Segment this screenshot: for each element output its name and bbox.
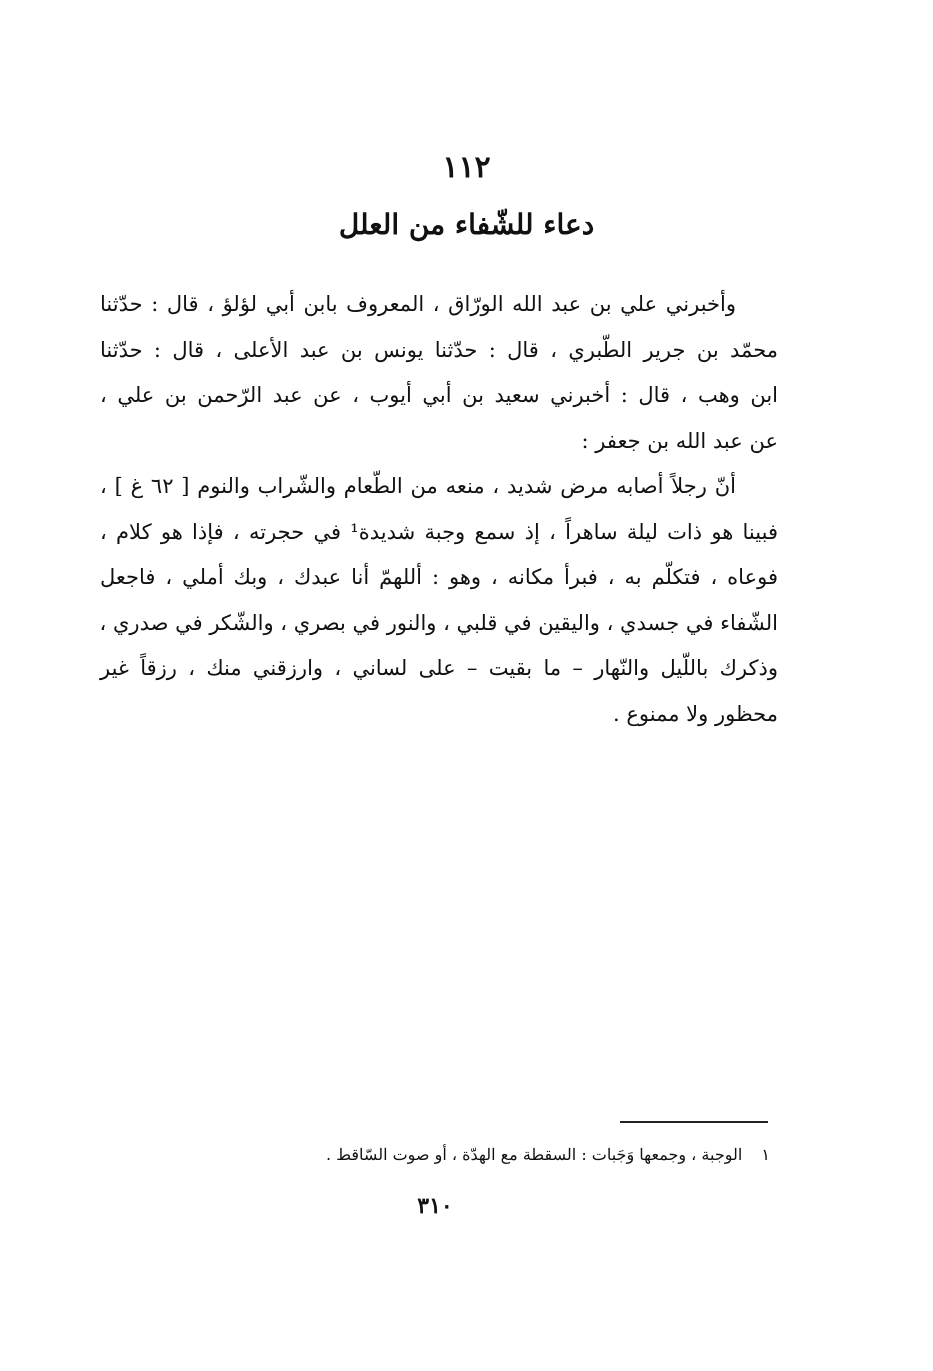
chapter-number: ١١٢ xyxy=(442,150,491,185)
text-line: فبينا هو ذات ليلة ساهراً ، إذ سمع وجبة شديدة¹ في حجرته ، فإذا هو كلام ، xyxy=(100,519,778,544)
text-line: ابن وهب ، قال : أخبرني سعيد بن أبي أيوب ، عن عبد الرّحمن بن علي ، xyxy=(100,383,778,407)
text-line: وذكرك باللّيل والنّهار – ما بقيت – على لساني ، وارزقني منك ، رزقاً غير xyxy=(100,656,778,680)
chapter-title: دعاء للشّفاء من العلل xyxy=(338,208,595,241)
body-text xyxy=(100,282,778,737)
text-line: محظور ولا ممنوع . xyxy=(613,701,778,726)
footnote-text: الوجبة ، وجمعها وَجَبات : السقطة مع الهدّة ، أو صوت السّاقط . xyxy=(326,1145,743,1164)
text-line: وأخبرني علي بن عبد الله الورّاق ، المعروف بابن أبي لؤلؤ ، قال : حدّثنا xyxy=(100,292,736,316)
footnote xyxy=(300,1145,770,1164)
footnote-divider xyxy=(620,1121,768,1123)
text-line: محمّد بن جرير الطّبري ، قال : حدّثنا يونس بن عبد الأعلى ، قال : حدّثنا xyxy=(100,337,778,362)
text-line: أنّ رجلاً أصابه مرض شديد ، منعه من الطّعام والشّراب والنوم [ ٦٢ غ ] ، xyxy=(100,474,736,498)
text-line: فوعاه ، فتكلّم به ، فبرأ مكانه ، وهو : أللهمّ أنا عبدك ، وبك أملي ، فاجعل xyxy=(100,565,778,589)
page-number: ٣١٠ xyxy=(417,1193,453,1219)
text-line: الشّفاء في جسدي ، واليقين في قلبي ، والنور في بصري ، والشّكر في صدري ، xyxy=(99,610,778,635)
footnote-marker: ١ xyxy=(761,1145,770,1164)
text-line: عن عبد الله بن جعفر : xyxy=(581,428,778,453)
